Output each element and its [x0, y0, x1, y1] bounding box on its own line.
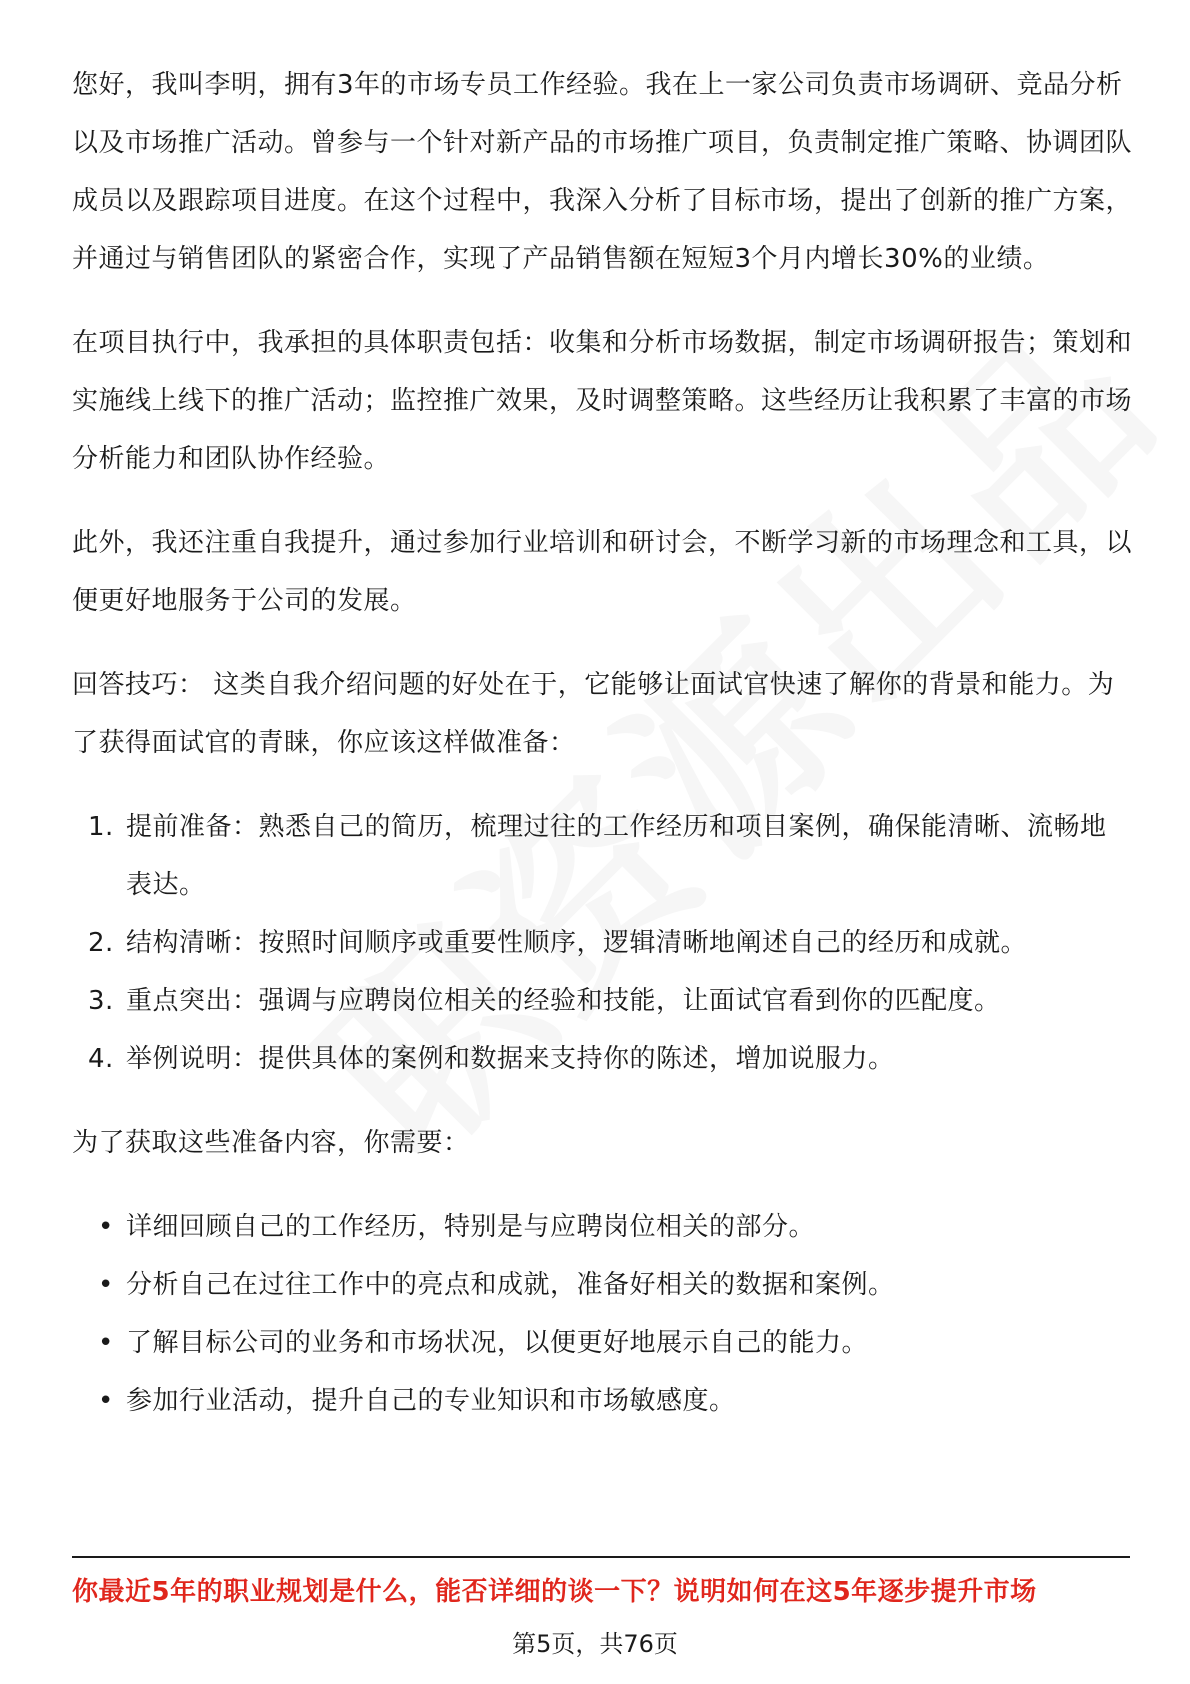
bullet-icon: •	[98, 1386, 114, 1416]
needs-intro-paragraph: 为了获取这些准备内容，你需要：	[72, 1128, 470, 1158]
needs-bullet-list	[72, 1198, 1132, 1430]
list-item	[72, 1198, 1132, 1256]
document-body	[72, 56, 1132, 1456]
preparation-steps-list	[72, 798, 1132, 1088]
list-item-text: 参加行业活动，提升自己的专业知识和市场敏感度。	[126, 1386, 736, 1416]
list-item-text: 重点突出：强调与应聘岗位相关的经验和技能，让面试官看到你的匹配度。	[126, 986, 1001, 1016]
list-item	[72, 972, 1132, 1030]
list-item	[72, 798, 1132, 914]
list-number: 3.	[88, 986, 114, 1016]
list-item	[72, 1256, 1132, 1314]
list-number: 4.	[88, 1044, 114, 1074]
list-item-text: 举例说明：提供具体的案例和数据来支持你的陈述，增加说服力。	[126, 1044, 895, 1074]
page-number-footer: 第5页，共76页	[512, 1630, 678, 1658]
list-item	[72, 914, 1132, 972]
list-item	[72, 1030, 1132, 1088]
answer-tips-paragraph: 回答技巧： 这类自我介绍问题的好处在于，它能够让面试官快速了解你的背景和能力。为了获得面试官的青睐，你应该这样做准备：	[72, 670, 1115, 758]
next-question-heading: 你最近5年的职业规划是什么，能否详细的谈一下？说明如何在这5年逐步提升市场	[72, 1577, 1037, 1607]
section-divider	[72, 1556, 1130, 1558]
intro-paragraph: 您好，我叫李明，拥有3年的市场专员工作经验。我在上一家公司负责市场调研、竞品分析以及市场推广活动。曾参与一个针对新产品的市场推广项目，负责制定推广策略、协调团队成员以及跟踪项目进度。在这个过程中，我深入分析了目标市场，提出了创新的推广方案，并通过与销售团队的紧密合作，实现了产品销售额在短短3个月内增长30%的业绩。	[72, 70, 1133, 274]
list-item-text: 分析自己在过往工作中的亮点和成就，准备好相关的数据和案例。	[126, 1270, 895, 1300]
list-item-text: 详细回顾自己的工作经历，特别是与应聘岗位相关的部分。	[126, 1212, 816, 1242]
self-improvement-paragraph: 此外，我还注重自我提升，通过参加行业培训和研讨会，不断学习新的市场理念和工具，以便更好地服务于公司的发展。	[72, 528, 1133, 616]
list-item-text: 了解目标公司的业务和市场状况，以便更好地展示自己的能力。	[126, 1328, 869, 1358]
bullet-icon: •	[98, 1328, 114, 1358]
list-item-text: 结构清晰：按照时间顺序或重要性顺序，逻辑清晰地阐述自己的经历和成就。	[126, 928, 1028, 958]
list-item-text: 提前准备：熟悉自己的简历，梳理过往的工作经历和项目案例，确保能清晰、流畅地表达。	[126, 812, 1107, 900]
list-item	[72, 1372, 1132, 1430]
responsibilities-paragraph: 在项目执行中，我承担的具体职责包括：收集和分析市场数据，制定市场调研报告；策划和实施线上线下的推广活动；监控推广效果，及时调整策略。这些经历让我积累了丰富的市场分析能力和团队协作经验。	[72, 328, 1133, 474]
list-number: 2.	[88, 928, 114, 958]
bullet-icon: •	[98, 1270, 114, 1300]
list-number: 1.	[88, 812, 114, 842]
bullet-icon: •	[98, 1212, 114, 1242]
list-item	[72, 1314, 1132, 1372]
